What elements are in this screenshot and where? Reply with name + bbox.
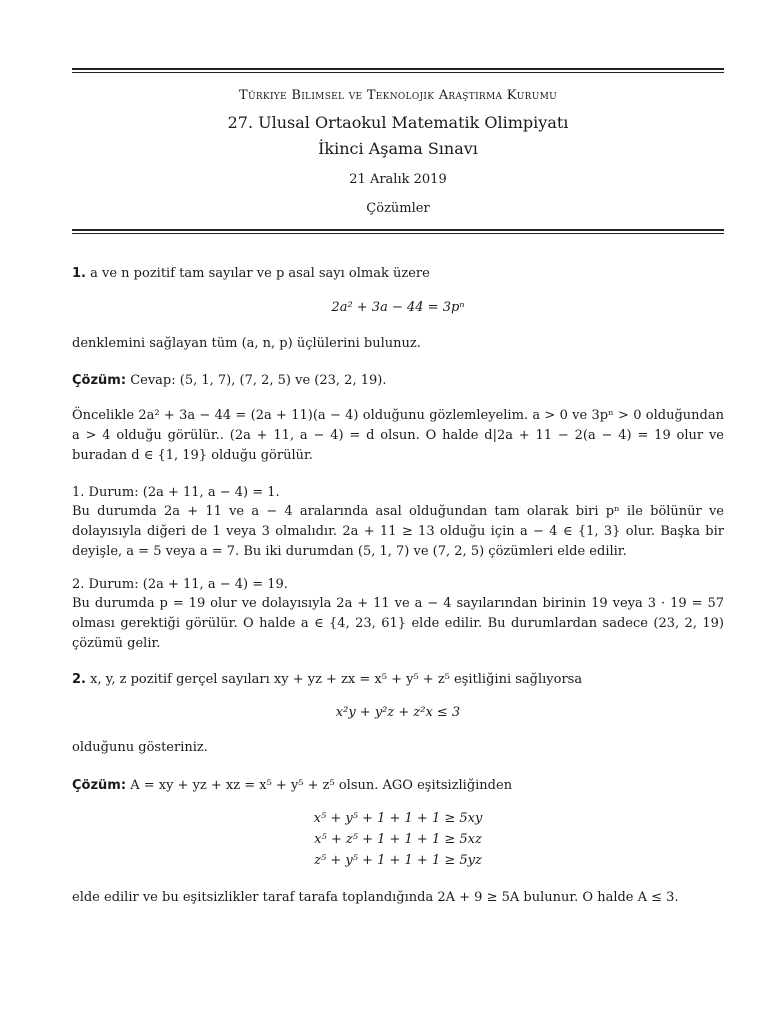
problem2-solution: [72, 776, 724, 796]
problem2-statement2: olduğunu gösteriniz.: [72, 740, 208, 755]
inequality-3: z⁵ + y⁵ + 1 + 1 + 1 ≥ 5yz: [314, 853, 482, 868]
problem1-text: a ve n pozitif tam sayılar ve p asal sayı olmak üzere: [90, 266, 430, 281]
problem1-answer: [72, 371, 724, 391]
top-rule: [72, 68, 724, 73]
solution-label: Çözüm:: [72, 778, 127, 793]
contest-title: 27. Ulusal Ortaokul Matematik Olimpiyatı: [227, 113, 569, 132]
solution-text: A = xy + yz + xz = x⁵ + y⁵ + z⁵ olsun. AGO eşitsizliğinden: [130, 778, 513, 793]
case2-title: 2. Durum: (2a + 11, a − 4) = 19.: [72, 577, 288, 592]
problem1-number: 1.: [72, 266, 86, 281]
problem1-equation: 2a² + 3a − 44 = 3pⁿ: [331, 300, 465, 315]
case1-title: 1. Durum: (2a + 11, a − 4) = 1.: [72, 485, 280, 500]
inequalities-block: [72, 808, 724, 871]
problem2-statement: [72, 670, 724, 690]
inequality-2: x⁵ + z⁵ + 1 + 1 + 1 ≥ 5xz: [314, 832, 482, 847]
case1-body: Bu durumda 2a + 11 ve a − 4 aralarında asal olduğundan tam olarak biri pⁿ ile bölünür ve dolayısıyla diğeri de 1 veya 3 olmalıdır. 2a + 11 ≥ 13 olduğu için a − 4 ∈ {1, 3} olur. Başka bir deyişle, a = 5 veya a = 7. Bu iki durumdan (5, 1, 7) ve (7, 2, 5) çözümleri elde edilir.: [72, 504, 724, 559]
case2-body: Bu durumda p = 19 olur ve dolayısıyla 2a + 11 ve a − 4 sayılarından birinin 19 veya 3 · 19 = 57 olması gerektiği görülür. O halde a ∈ {4, 23, 61} elde edilir. Bu durumlardan sadece (23, 2, 19) çözümü gelir.: [72, 596, 724, 651]
problem2-text: x, y, z pozitif gerçel sayıları xy + yz + zx = x⁵ + y⁵ + z⁵ eşitliğini sağlıyorsa: [90, 672, 583, 687]
problem1-statement: [72, 264, 724, 284]
problem2-equation: x²y + y²z + z²x ≤ 3: [335, 705, 461, 720]
answer-text: Cevap: (5, 1, 7), (7, 2, 5) ve (23, 2, 19).: [130, 373, 387, 388]
problem2-conclusion: elde edilir ve bu eşitsizlikler taraf tarafa toplandığında 2A + 9 ≥ 5A bulunur. O halde A ≤ 3.: [72, 890, 679, 905]
problem1-statement2: denklemini sağlayan tüm (a, n, p) üçlülerini bulunuz.: [72, 336, 421, 351]
section-title: Çözümler: [366, 201, 430, 216]
solution-label: Çözüm:: [72, 373, 127, 388]
inequality-1: x⁵ + y⁵ + 1 + 1 + 1 ≥ 5xy: [313, 811, 483, 826]
exam-subtitle: İkinci Aşama Sınavı: [318, 139, 478, 158]
problem1-para1: Öncelikle 2a² + 3a − 44 = (2a + 11)(a − 4) olduğunu gözlemleyelim. a > 0 ve 3pⁿ > 0 olduğundan a > 4 olduğu görülür.. (2a + 11, a − 4) = d olsun. O halde d|2a + 11 − 2(a − 4) = 19 olur ve buradan d ∈ {1, 19} olduğu görülür.: [72, 408, 724, 463]
bottom-rule: [72, 229, 724, 234]
problem2-number: 2.: [72, 672, 86, 687]
exam-date: 21 Aralık 2019: [349, 172, 447, 187]
org-name: Türkiye Bilimsel ve Teknolojik Araştırma Kurumu: [238, 88, 558, 103]
